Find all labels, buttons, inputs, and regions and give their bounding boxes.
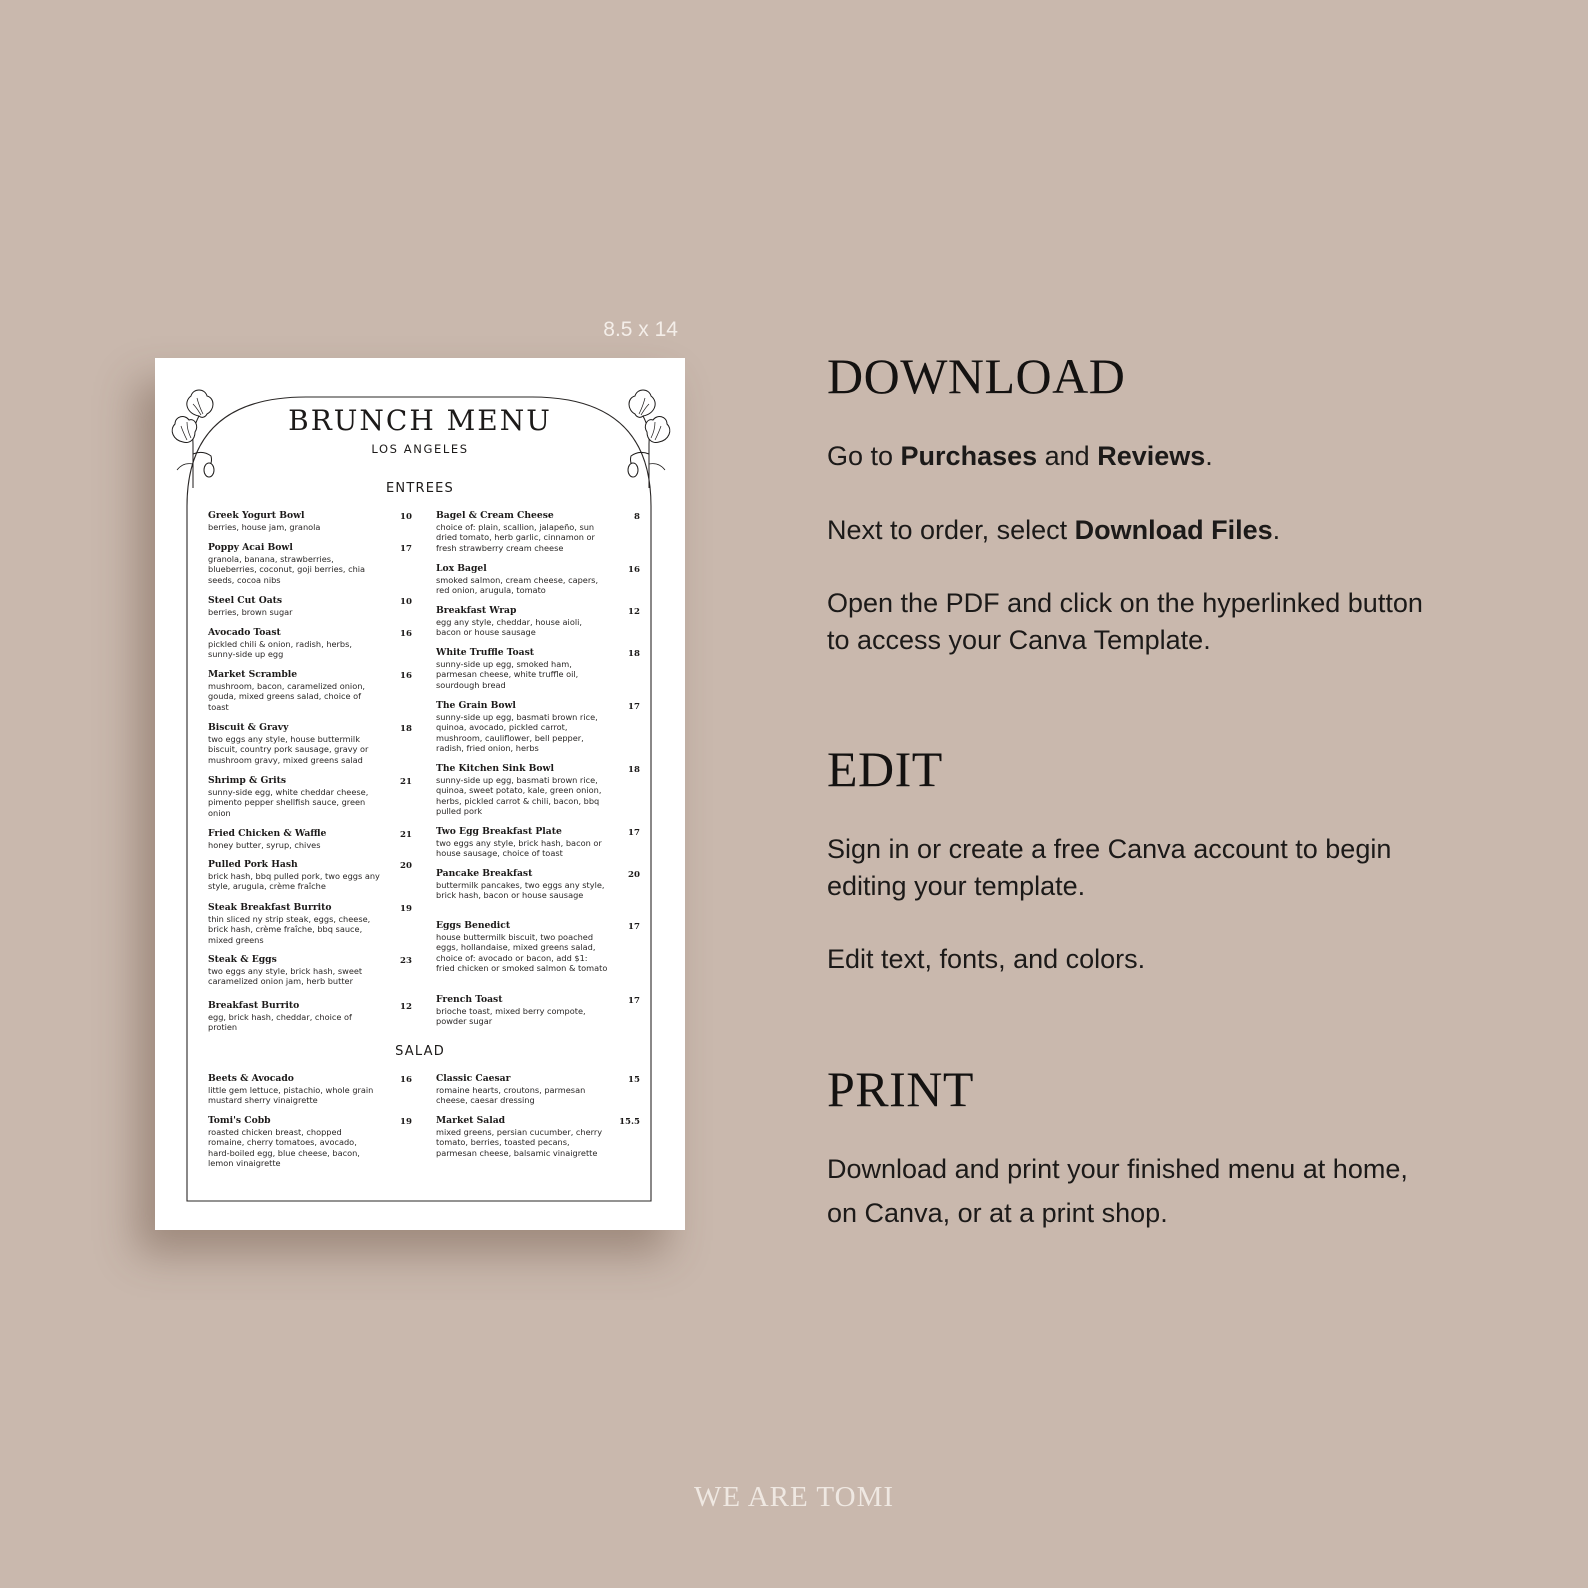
item-price: 21 (400, 830, 412, 840)
item-description: brick hash, bbq pulled pork, two eggs any style, arugula, crème fraîche (208, 871, 380, 892)
item-price: 10 (400, 597, 412, 607)
menu-item (436, 920, 640, 974)
menu-item (208, 954, 412, 987)
item-price: 16 (400, 671, 412, 681)
download-files-label: Download Files (1074, 515, 1273, 545)
item-name: Steak & Eggs (208, 954, 277, 965)
text-span: and (1037, 441, 1098, 471)
item-price: 21 (400, 777, 412, 787)
reviews-label: Reviews (1097, 441, 1206, 471)
item-description: thin sliced ny strip steak, eggs, cheese, brick hash, crème fraîche, bbq sauce, mixed greens (208, 914, 371, 945)
edit-step-customize: Edit text, fonts, and colors. (827, 944, 1146, 974)
menu-item (436, 1073, 640, 1106)
item-name: Classic Caesar (436, 1073, 511, 1084)
item-name: Poppy Acai Bowl (208, 542, 293, 553)
item-description: sunny-side up egg, smoked ham, parmesan cheese, white truffle oil, sourdough bread (436, 659, 579, 690)
download-step-pdf-line1: Open the PDF and click on the hyperlinked button (827, 588, 1423, 618)
item-price: 15 (628, 1075, 640, 1085)
download-step-pdf-line2: to access your Canva Template. (827, 625, 1211, 655)
download-step-purchases (827, 438, 1467, 475)
menu-item (436, 1115, 640, 1158)
menu-item (436, 700, 640, 754)
item-name: French Toast (436, 994, 503, 1005)
item-description: egg, brick hash, cheddar, choice of protien (208, 1012, 352, 1033)
menu-item (436, 826, 640, 859)
item-name: Two Egg Breakfast Plate (436, 826, 562, 837)
text-span: Next to order, select (827, 515, 1075, 545)
menu-item (208, 902, 412, 945)
item-price: 19 (400, 904, 412, 914)
menu-item (208, 828, 412, 850)
item-name: Market Scramble (208, 669, 298, 680)
print-step-line2: on Canva, or at a print shop. (827, 1198, 1168, 1228)
item-price: 20 (628, 870, 640, 880)
item-name: Breakfast Wrap (436, 605, 517, 616)
item-description: sunny-side up egg, basmati brown rice, quinoa, sweet potato, kale, green onion, herbs, pickled carrot & chili, bacon, bbq pulled pork (436, 775, 602, 817)
item-name: Market Salad (436, 1115, 506, 1126)
menu-preview-card (155, 358, 685, 1230)
item-description: berries, house jam, granola (208, 522, 321, 532)
item-name: The Grain Bowl (436, 700, 516, 711)
item-description: roasted chicken breast, chopped romaine, cherry tomatoes, avocado, hard-boiled egg, blue cheese, bacon, lemon vinaigrette (208, 1127, 360, 1169)
edit-step-signin-line1: Sign in or create a free Canva account to begin (827, 834, 1392, 864)
item-price: 12 (628, 607, 640, 617)
item-price: 18 (628, 649, 640, 659)
item-description: honey butter, syrup, chives (208, 840, 321, 850)
purchases-label: Purchases (900, 441, 1038, 471)
menu-item (208, 1073, 412, 1106)
item-price: 20 (400, 861, 412, 871)
item-name: Bagel & Cream Cheese (436, 510, 554, 521)
item-name: Shrimp & Grits (208, 775, 287, 786)
item-description: buttermilk pancakes, two eggs any style, brick hash, bacon or house sausage (436, 880, 605, 901)
item-description: little gem lettuce, pistachio, whole grain mustard sherry vinaigrette (208, 1085, 374, 1106)
item-description: mushroom, bacon, caramelized onion, gouda, mixed greens salad, choice of toast (208, 681, 365, 712)
item-name: Pancake Breakfast (436, 868, 533, 879)
item-name: Beets & Avocado (208, 1073, 294, 1084)
item-name: Steak Breakfast Burrito (208, 902, 332, 913)
item-name: Breakfast Burrito (208, 1000, 300, 1011)
item-price: 19 (400, 1117, 412, 1127)
download-heading: DOWNLOAD (827, 348, 1126, 404)
menu-item (208, 722, 412, 765)
item-name: Pulled Pork Hash (208, 859, 298, 870)
item-description: two eggs any style, brick hash, bacon or house sausage, choice of toast (436, 838, 602, 859)
item-description: granola, banana, strawberries, blueberries, coconut, goji berries, chia seeds, cocoa nibs (208, 554, 366, 585)
menu-item (208, 542, 412, 585)
menu-item (436, 763, 640, 817)
item-description: berries, brown sugar (208, 607, 293, 617)
item-description: egg any style, cheddar, house aioli, bacon or house sausage (436, 617, 582, 638)
item-price: 16 (628, 565, 640, 575)
brand-logo-text: WE ARE TOMI (693, 1481, 895, 1513)
item-description: romaine hearts, croutons, parmesan cheese, caesar dressing (436, 1085, 586, 1106)
menu-item (208, 595, 412, 617)
item-price: 17 (628, 828, 640, 838)
menu-title: BRUNCH MENU (288, 404, 552, 437)
text-span: . (1272, 515, 1281, 545)
item-description: choice of: plain, scallion, jalapeño, sun dried tomato, herb garlic, cinnamon or fresh strawberry cream cheese (436, 522, 595, 553)
page-size-label: 8.5 x 14 (603, 318, 678, 341)
item-price: 10 (400, 512, 412, 522)
salad-heading: SALAD (395, 1044, 445, 1059)
edit-heading: EDIT (827, 741, 943, 797)
text-span: . (1205, 441, 1213, 471)
item-name: White Truffle Toast (436, 647, 535, 658)
item-name: Steel Cut Oats (208, 595, 283, 606)
item-name: Eggs Benedict (436, 920, 511, 931)
menu-item (208, 510, 412, 532)
item-price: 17 (628, 922, 640, 932)
item-description: sunny-side up egg, basmati brown rice, quinoa, avocado, pickled carrot, mushroom, cauliflower, bell pepper, radish, fried onion, herbs (436, 712, 598, 754)
edit-step-signin-line2: editing your template. (827, 871, 1086, 901)
menu-item (208, 1115, 412, 1169)
item-name: Fried Chicken & Waffle (208, 828, 327, 839)
item-description: pickled chili & onion, radish, herbs, sunny-side up egg (208, 639, 352, 660)
menu-item (436, 510, 640, 553)
entrees-heading: ENTREES (386, 481, 454, 496)
item-price: 18 (400, 724, 412, 734)
text-span: Go to (827, 441, 901, 471)
item-name: Avocado Toast (208, 627, 281, 638)
item-description: smoked salmon, cream cheese, capers, red onion, arugula, tomato (436, 575, 599, 596)
item-name: Tomi's Cobb (208, 1115, 271, 1126)
item-description: house buttermilk biscuit, two poached eggs, hollandaise, mixed greens salad, choice of: avocado or bacon, add $1: fried chicken or smoked salmon & tomato (436, 932, 608, 974)
item-description: two eggs any style, brick hash, sweet caramelized onion jam, herb butter (208, 966, 363, 987)
item-price: 15.5 (619, 1117, 640, 1127)
menu-item (208, 775, 412, 818)
item-price: 16 (400, 629, 412, 639)
item-description: sunny-side egg, white cheddar cheese, pimento pepper shellfish sauce, green onion (208, 787, 369, 818)
item-name: Greek Yogurt Bowl (208, 510, 305, 521)
item-name: Lox Bagel (436, 563, 487, 574)
item-price: 8 (634, 512, 640, 522)
item-price: 17 (628, 996, 640, 1006)
menu-item (208, 1000, 412, 1033)
item-price: 17 (400, 544, 412, 554)
item-price: 23 (400, 956, 412, 966)
item-price: 12 (400, 1002, 412, 1012)
download-step-files (827, 512, 1467, 549)
menu-item (208, 669, 412, 712)
menu-item (436, 994, 640, 1027)
item-name: Biscuit & Gravy (208, 722, 289, 733)
menu-item (208, 859, 412, 892)
item-name: The Kitchen Sink Bowl (436, 763, 554, 774)
print-heading: PRINT (827, 1061, 974, 1117)
menu-item (436, 647, 640, 690)
menu-subtitle: LOS ANGELES (371, 442, 469, 456)
item-price: 18 (628, 765, 640, 775)
item-price: 16 (400, 1075, 412, 1085)
menu-item (436, 868, 640, 901)
menu-item (436, 563, 640, 596)
menu-item (436, 605, 640, 638)
print-step-line1: Download and print your finished menu at home, (827, 1154, 1408, 1184)
menu-item (208, 627, 412, 660)
item-description: two eggs any style, house buttermilk biscuit, country pork sausage, gravy or mushroom gravy, mixed greens salad (208, 734, 369, 765)
item-description: brioche toast, mixed berry compote, powder sugar (436, 1006, 586, 1027)
item-price: 17 (628, 702, 640, 712)
item-description: mixed greens, persian cucumber, cherry tomato, berries, toasted pecans, parmesan cheese, balsamic vinaigrette (436, 1127, 603, 1158)
